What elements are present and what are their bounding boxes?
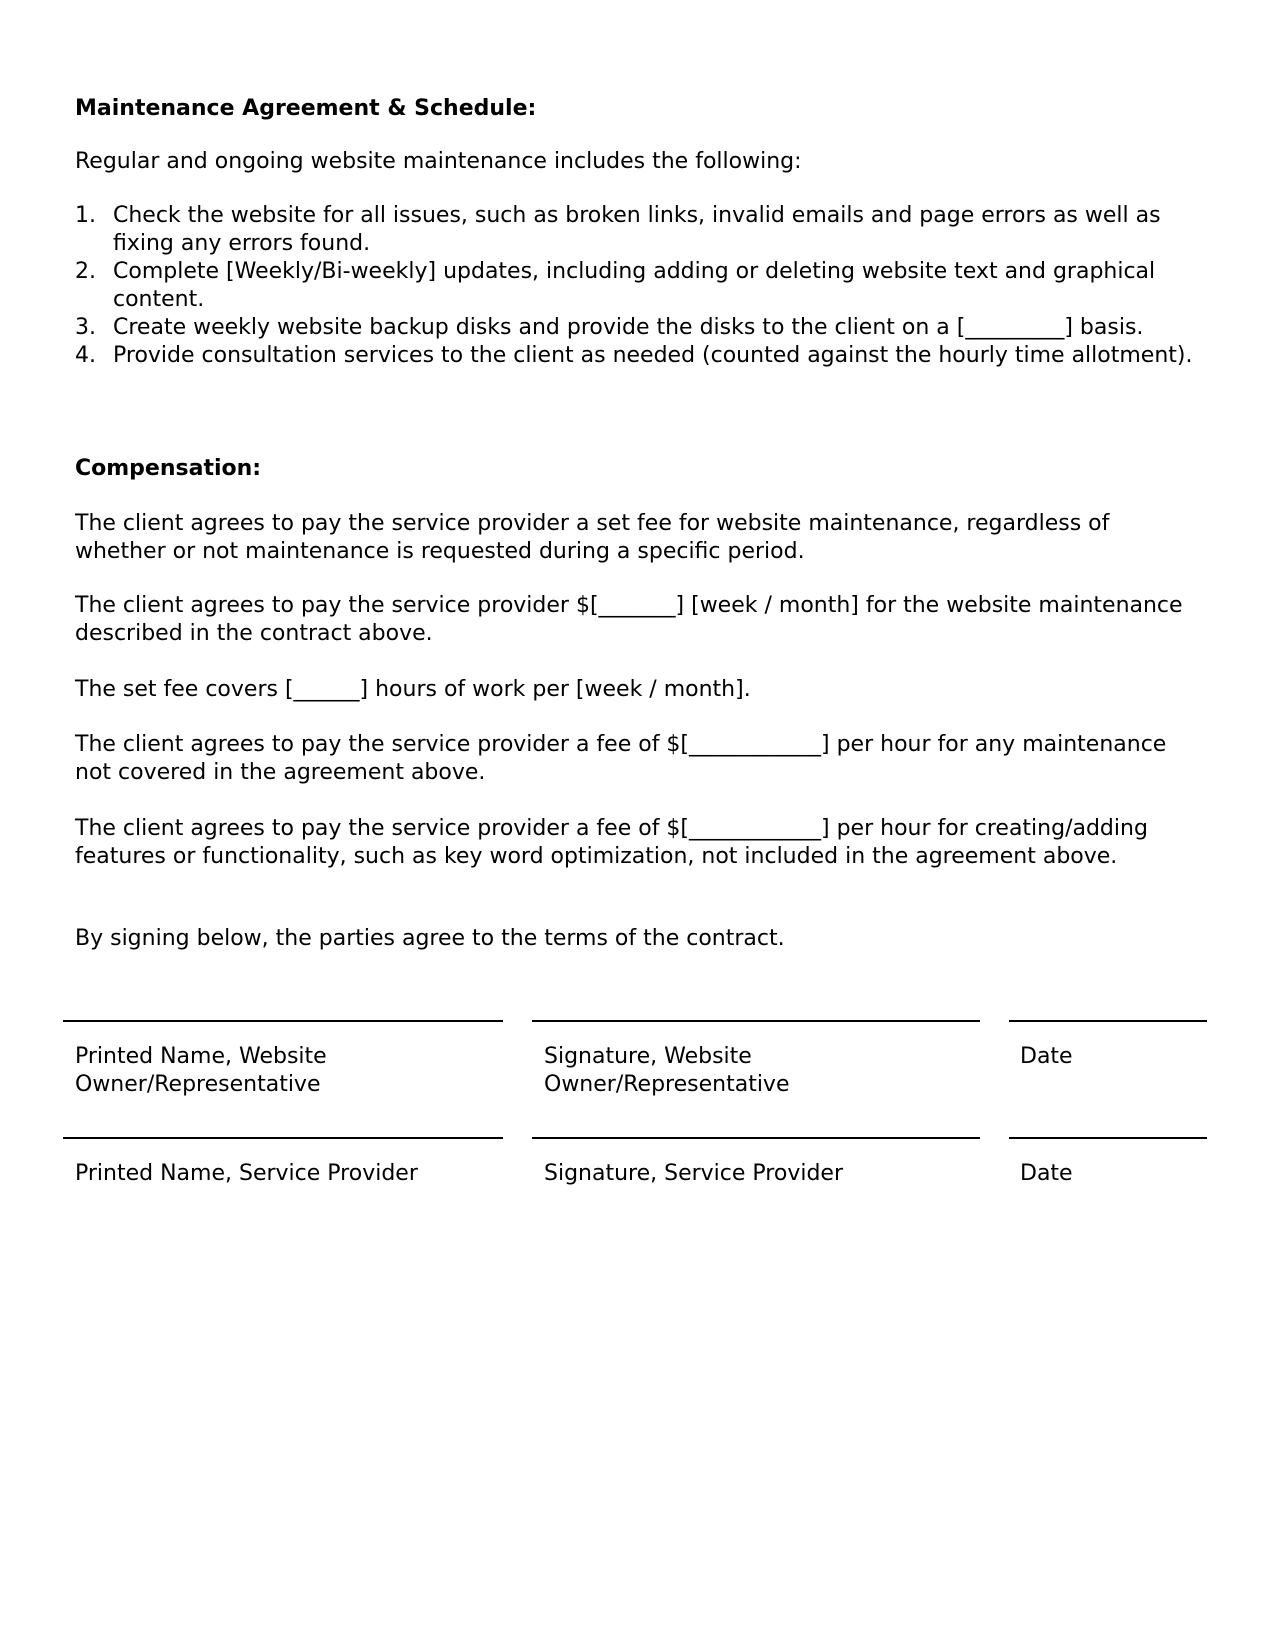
list-item [75, 342, 1205, 370]
list-item-number: 2. [75, 259, 96, 284]
list-item-number: 1. [75, 203, 96, 228]
provider-signature-line[interactable] [532, 1137, 980, 1139]
list-item-text: Check the website for all issues, such as broken links, invalid emails and page errors as well as fixing any errors found. [113, 203, 1161, 256]
list-item [75, 202, 1205, 258]
list-item [75, 258, 1205, 314]
owner-date-line[interactable] [1009, 1020, 1207, 1022]
compensation-paragraph-rate: The client agrees to pay the service provider $[_______] [week / month] for the website maintenance described in the contract above. [75, 593, 1183, 646]
provider-date-label: Date [1020, 1161, 1073, 1186]
list-item-text: Create weekly website backup disks and provide the disks to the client on a [_________] basis. [113, 315, 1144, 340]
list-item-text: Complete [Weekly/Bi-weekly] updates, including adding or deleting website text and graphical content. [113, 259, 1156, 312]
owner-date-label: Date [1020, 1044, 1073, 1069]
agreement-statement: By signing below, the parties agree to the terms of the contract. [75, 926, 785, 951]
provider-signature-label: Signature, Service Provider [544, 1161, 843, 1186]
compensation-paragraph-extra-maintenance: The client agrees to pay the service provider a fee of $[____________] per hour for any maintenance not covered in the agreement above. [75, 732, 1167, 785]
compensation-paragraph-hours: The set fee covers [______] hours of work per [week / month]. [75, 677, 751, 702]
list-item-text: Provide consultation services to the client as needed (counted against the hourly time allotment). [113, 343, 1193, 368]
owner-signature-label: Signature, Website Owner/Representative [544, 1044, 790, 1097]
maintenance-intro: Regular and ongoing website maintenance includes the following: [75, 149, 802, 174]
maintenance-list [75, 202, 1205, 370]
list-item [75, 314, 1205, 342]
list-item-number: 4. [75, 343, 96, 368]
compensation-paragraph-set-fee: The client agrees to pay the service provider a set fee for website maintenance, regardless of whether or not maintenance is requested during a specific period. [75, 511, 1110, 564]
list-item-number: 3. [75, 315, 96, 340]
provider-printed-name-label: Printed Name, Service Provider [75, 1161, 418, 1186]
compensation-paragraph-features: The client agrees to pay the service provider a fee of $[____________] per hour for creating/adding features or functionality, such as key word optimization, not included in the agreement above. [75, 816, 1148, 869]
maintenance-heading: Maintenance Agreement & Schedule: [75, 96, 537, 121]
provider-date-line[interactable] [1009, 1137, 1207, 1139]
compensation-heading: Compensation: [75, 456, 262, 481]
provider-printed-name-line[interactable] [63, 1137, 503, 1139]
owner-printed-name-label: Printed Name, Website Owner/Representative [75, 1044, 327, 1097]
owner-signature-line[interactable] [532, 1020, 980, 1022]
owner-printed-name-line[interactable] [63, 1020, 503, 1022]
